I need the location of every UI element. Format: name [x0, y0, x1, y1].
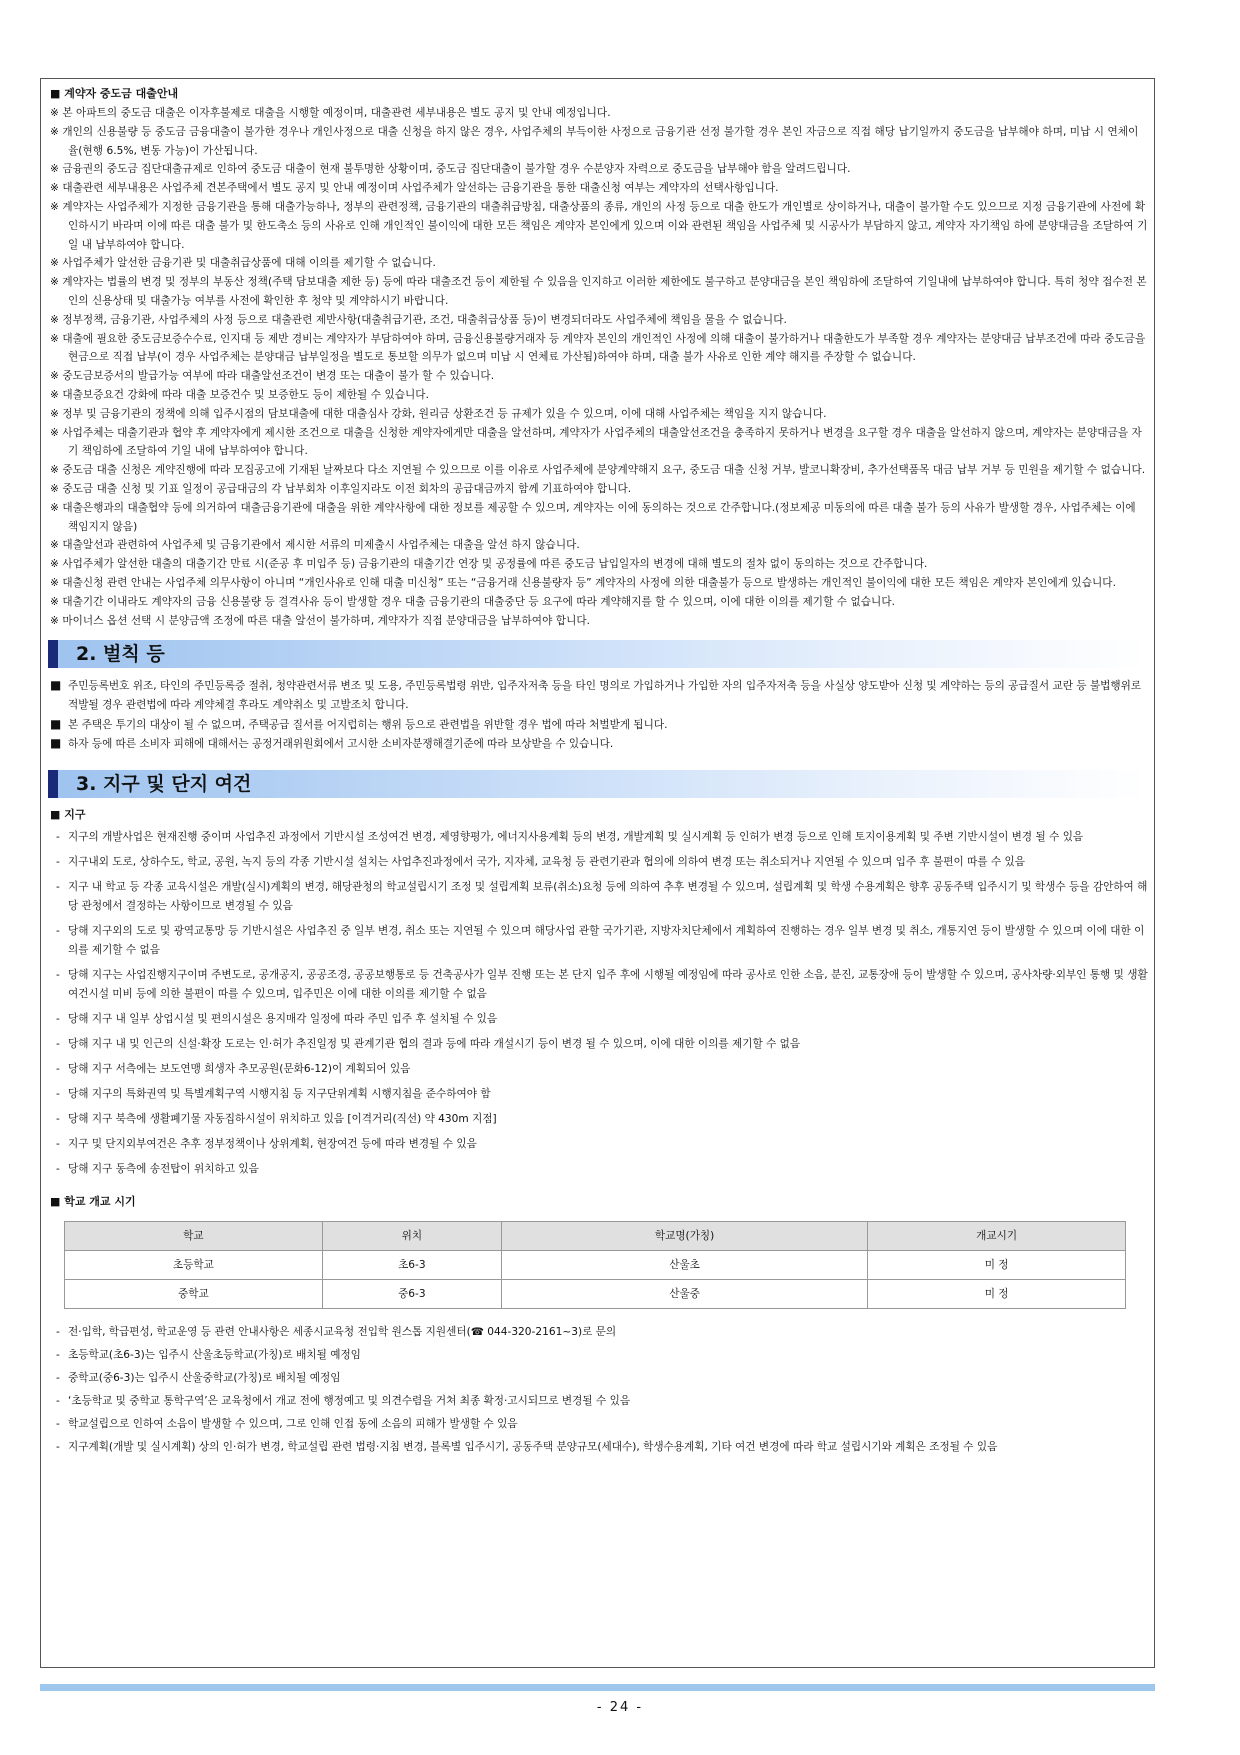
list-item-text: 지구의 개발사업은 현재진행 중이며 사업추진 과정에서 기반시설 조성여건 변경, 제영향평가, 에너지사용계획 등의 변경, 개발계획 및 실시계획 등 인허가 변경 등으로 인해 토지이용계획 및 주변 기반시설이 변경 될 수 있음: [68, 830, 1084, 843]
list-item: [50, 574, 1148, 593]
dash-bullet-icon: -: [56, 1062, 60, 1075]
square-bullet-icon: ■: [50, 678, 62, 693]
heading-bar: [48, 640, 58, 668]
section-heading-district-title: 3. 지구 및 단지 여건: [76, 772, 252, 795]
list-item: [50, 536, 1148, 555]
dash-bullet-icon: -: [56, 1371, 60, 1384]
list-item-text: ※ 계약자는 사업주체가 지정한 금융기관을 통해 대출가능하나, 정부의 관련정책, 금융기관의 대출취급방침, 대출상품의 종류, 개인의 사정 등으로 대출 한도가 개인별로 상이하거나, 대출이 불가할 수도 있으므로 지정 금융기관에 사전에 확인하시기 바라며 이에 따른 대출 불가 및 한도축소 등의 사유로 인해 개인적인 불이익에 대한 모든 책임은 계약자 본인에게 있으며 이와 관련된 책임을 사업주체 및 시공사가 부담하지 않고, 계약자 자기책임 하에 분양대금을 조달하여 기일 내 납부하여야 합니다.: [50, 200, 1148, 251]
list-item: [50, 1060, 1148, 1079]
dash-bullet-icon: -: [56, 1394, 60, 1407]
list-item: [50, 853, 1148, 872]
page-number: - 24 -: [596, 1700, 644, 1715]
loan-section-title: ■ 계약자 중도금 대출안내: [50, 87, 179, 100]
list-item: [50, 1035, 1148, 1054]
school-table: [64, 1221, 1126, 1309]
list-item-text: 중학교(중6-3)는 입주시 산울중학교(가칭)로 배치될 예정임: [68, 1371, 341, 1384]
footer-bar: [40, 1684, 1155, 1691]
table-cell: 초6-3: [322, 1250, 501, 1279]
list-item: [50, 1010, 1148, 1029]
list-item-text: 지구 내 학교 등 각종 교육시설은 개발(실시)계획의 변경, 해당관청의 학교설립시기 조정 및 설립계획 보류(취소)요청 등에 의하여 추후 변경될 수 있으며, 설립계획 및 학생 수용계획은 향후 공동주택 입주시기 및 학생수 등을 감안하여 해당 관청에서 결정하는 사항이므로 변경될 수 있음: [68, 880, 1148, 912]
list-item-text: 학교설립으로 인하여 소음이 발생할 수 있으며, 그로 인해 인접 동에 소음의 피해가 발생할 수 있음: [68, 1417, 518, 1430]
list-item: [50, 1438, 1148, 1457]
dash-bullet-icon: -: [56, 1348, 60, 1361]
list-item-text: ※ 마이너스 옵션 선택 시 분양금액 조정에 따른 대출 알선이 불가하며, 계약자가 직접 분양대금을 납부하여야 합니다.: [50, 614, 591, 627]
district-sub-title: ■ 지구: [50, 807, 86, 821]
dash-bullet-icon: -: [56, 855, 60, 868]
list-item: [50, 311, 1148, 330]
list-item: [50, 828, 1148, 847]
table-cell: 초등학교: [65, 1250, 323, 1279]
list-item-text: ※ 계약자는 법률의 변경 및 정부의 부동산 정책(주택 담보대출 제한 등) 등에 따라 대출조건 등이 제한될 수 있음을 인지하고 이러한 제한에도 불구하고 분양대금을 본인 책임하에 조달하여 기일내에 납부하여야 합니다. 특히 청약 접수전 본인의 신용상태 및 대출가능 여부를 사전에 확인한 후 청약 및 계약하시기 바랍니다.: [50, 276, 1147, 307]
list-item-text: 당해 지구는 사업진행지구이며 주변도로, 공개공지, 공공조경, 공공보행통로 등 건축공사가 일부 진행 또는 본 단지 입주 후에 시행될 예정임에 따라 공사로 인한 소음, 분진, 교통장애 등이 발생할 수 있으며, 공사차량·외부인 통행 및 생활여건시설 미비 등에 의한 불편이 따를 수 있으며, 입주민은 이에 대한 이의를 제기할 수 없음: [68, 968, 1148, 1000]
list-item: [50, 966, 1148, 1004]
dash-bullet-icon: -: [56, 1087, 60, 1100]
school-col-header: 위치: [322, 1221, 501, 1250]
list-item-text: ※ 중도금 대출 신청 및 기표 일정이 공급대금의 각 납부회차 이후일지라도 이전 회차의 공급대금까지 함께 기표하여야 합니다.: [50, 482, 632, 495]
dash-bullet-icon: -: [56, 880, 60, 893]
list-item: [50, 104, 1148, 123]
list-item: [50, 1160, 1148, 1179]
table-cell: 산울중: [501, 1279, 867, 1308]
dash-bullet-icon: -: [56, 1112, 60, 1125]
school-notes-list: [50, 1323, 1148, 1457]
list-item: [50, 160, 1148, 179]
dash-bullet-icon: -: [56, 1325, 60, 1338]
school-col-header: 학교명(가칭): [501, 1221, 867, 1250]
list-item: [50, 254, 1148, 273]
list-item-text: 하자 등에 따른 소비자 피해에 대해서는 공정거래위원회에서 고시한 소비자분쟁해결기준에 따라 보상받을 수 있습니다.: [68, 738, 614, 751]
dash-bullet-icon: -: [56, 1137, 60, 1150]
table-cell: 미 정: [868, 1250, 1126, 1279]
dash-bullet-icon: -: [56, 1037, 60, 1050]
list-item-text: ※ 대출에 필요한 중도금보증수수료, 인지대 등 제반 경비는 계약자가 부담하여야 하며, 금융신용불량거래자 등 계약자 본인의 개인적인 사정에 의해 대출이 불가하거나 대출한도가 부족할 경우 계약자는 분양대금 납부조건에 따라 중도금을 현금으로 직접 납부(이 경우 사업주체는 분양대금 납부일정을 별도로 통보할 의무가 없으며 미납 시 연체료 가산됨)하여야 하며, 대출 불가 사유로 인한 계약 해지를 주장할 수 없습니다.: [50, 332, 1146, 364]
list-item-text: 당해 지구 북측에 생활폐기물 자동집하시설이 위치하고 있음 [이격거리(직선) 약 430m 지점]: [68, 1112, 497, 1125]
list-item-text: 당해 지구 내 및 인근의 신설·확장 도로는 인·허가 추진일정 및 관계기관 협의 결과 등에 따라 개설시기 등이 변경 될 수 있으며, 이에 대한 이의를 제기할 수 없음: [68, 1037, 801, 1050]
list-item: [50, 1346, 1148, 1365]
square-bullet-icon: ■: [50, 736, 62, 751]
list-item-text: ※ 대출은행과의 대출협약 등에 의거하여 대출금융기관에 대출을 위한 계약사항에 대한 정보를 제공할 수 있으며, 계약자는 이에 동의하는 것으로 간주합니다.(정보제공 미동의에 따른 대출 불가 등의 사유가 발생할 경우, 사업주체는 이에 책임지지 않음): [50, 501, 1136, 533]
list-item: [50, 555, 1148, 574]
dash-bullet-icon: -: [56, 1417, 60, 1430]
table-row: [65, 1279, 1126, 1308]
list-item-text: ※ 대출보증요건 강화에 따라 대출 보증건수 및 보증한도 등이 제한될 수 있습니다.: [50, 388, 430, 401]
list-item: [50, 1392, 1148, 1411]
school-col-header: 개교시기: [868, 1221, 1126, 1250]
list-item-text: 당해 지구의 특화권역 및 특별계획구역 시행지침 등 지구단위계획 시행지침을 준수하여야 함: [68, 1087, 491, 1100]
list-item: [50, 1415, 1148, 1434]
list-item: [50, 1110, 1148, 1129]
list-item: [50, 593, 1148, 612]
list-item-text: 당해 지구 동측에 송전탑이 위치하고 있음: [68, 1162, 259, 1175]
district-list: [50, 828, 1148, 1179]
list-item-text: ※ 개인의 신용불량 등 중도금 금융대출이 불가한 경우나 개인사정으로 대출 신청을 하지 않은 경우, 사업주체의 부득이한 사정으로 금융기관 선정 불가할 경우 본인 자금으로 직접 해당 납기일까지 중도금을 납부해야 하며, 미납 시 연체이율(현행 6.5%, 변동 가능)이 가산됩니다.: [50, 125, 1139, 157]
dash-bullet-icon: -: [56, 968, 60, 981]
list-item-text: 초등학교(초6-3)는 입주시 산울초등학교(가칭)로 배치될 예정임: [68, 1348, 361, 1361]
list-item: [50, 480, 1148, 499]
list-item: [50, 367, 1148, 386]
list-item-text: 당해 지구 내 일부 상업시설 및 편의시설은 용지매각 일정에 따라 주민 입주 후 설치될 수 있음: [68, 1012, 498, 1025]
school-table-header-row: [65, 1221, 1126, 1250]
list-item-text: ※ 금융권의 중도금 집단대출규제로 인하여 중도금 대출이 현재 불투명한 상황이며, 중도금 집단대출이 불가할 경우 수분양자 자력으로 중도금을 납부해야 함을 알려드립니다.: [50, 163, 851, 176]
dash-bullet-icon: -: [56, 924, 60, 937]
dash-bullet-icon: -: [56, 830, 60, 843]
section-heading-penalty-title: 2. 벌칙 등: [76, 643, 165, 666]
list-item: [50, 878, 1148, 916]
dash-bullet-icon: -: [56, 1012, 60, 1025]
list-item: [50, 405, 1148, 424]
list-item: [50, 273, 1148, 311]
penalty-list: [50, 676, 1148, 753]
list-item-text: ※ 사업주체가 알선한 대출의 대출기간 만료 시(준공 후 미입주 등) 금융기관의 대출기간 연장 및 공정률에 따른 중도금 납입일자의 변경에 대해 별도의 절차 없이 동의하는 것으로 간주합니다.: [50, 558, 928, 571]
list-item-text: ※ 대출기간 이내라도 계약자의 금융 신용불량 등 결격사유 등이 발생할 경우 대출 금융기관의 대출중단 등 요구에 따라 계약해지를 할 수 있으며, 이에 대한 이의를 제기할 수 없습니다.: [50, 595, 896, 608]
list-item-text: ※ 중도금 대출 신청은 계약진행에 따라 모집공고에 기재된 날짜보다 다소 지연될 수 있으므로 이를 이유로 사업주체에 분양계약해지 요구, 중도금 대출 신청 거부, 발코니확장비, 추가선택품목 대금 납부 거부 등 민원을 제기할 수 없습니다.: [50, 464, 1146, 477]
list-item-text: ‘초등학교 및 중학교 통학구역’은 교육청에서 개교 전에 행정예고 및 의견수렴을 거쳐 최종 확정·고시되므로 변경될 수 있음: [68, 1394, 631, 1407]
school-col-header: 학교: [65, 1221, 323, 1250]
list-item: [50, 715, 1148, 735]
list-item: [50, 179, 1148, 198]
list-item: [50, 424, 1148, 462]
list-item: [50, 734, 1148, 754]
list-item: [50, 676, 1148, 714]
list-item-text: 전·입학, 학급편성, 학교운영 등 관련 안내사항은 세종시교육청 전입학 원스톱 지원센터(☎ 044-320-2161~3)로 문의: [68, 1325, 617, 1338]
list-item: [50, 386, 1148, 405]
list-item-text: 지구 및 단지외부여건은 추후 정부정책이나 상위계획, 현장여건 등에 따라 변경될 수 있음: [68, 1137, 477, 1150]
list-item: [50, 1085, 1148, 1104]
table-row: [65, 1250, 1126, 1279]
loan-notes-list: [50, 104, 1148, 630]
list-item: [50, 612, 1148, 631]
list-item: [50, 1323, 1148, 1342]
list-item: [50, 922, 1148, 960]
list-item: [50, 330, 1148, 368]
section-heading-district: [48, 770, 1148, 798]
list-item-text: ※ 대출신청 관련 안내는 사업주체 의무사항이 아니며 “개인사유로 인해 대출 미신청” 또는 “금융거래 신용불량자 등” 계약자의 사정에 의한 대출불가 등으로 발생하는 개인적인 불이익에 대한 모든 책임은 계약자 본인에게 있습니다.: [50, 576, 1116, 589]
table-cell: 중6-3: [322, 1279, 501, 1308]
list-item-text: 당해 지구외의 도로 및 광역교통망 등 기반시설은 사업추진 중 일부 변경, 취소 또는 지연될 수 있으며 해당사업 관할 국가기관, 지방자치단체에서 계획하여 진행하는 경우 일부 변경 및 취소, 개통지연 등이 발생할 수 있으며 이에 대한 이의를 제기할 수 없음: [68, 924, 1145, 956]
table-cell: 미 정: [868, 1279, 1126, 1308]
list-item-text: 지구계획(개발 및 실시계획) 상의 인·허가 변경, 학교설립 관련 법령·지침 변경, 블록별 입주시기, 공동주택 분양규모(세대수), 학생수용계획, 기타 여건 변경에 따라 학교 설립시기와 계획은 조정될 수 있음: [68, 1440, 998, 1453]
list-item: [50, 198, 1148, 254]
list-item-text: 지구내외 도로, 상하수도, 학교, 공원, 녹지 등의 각종 기반시설 설치는 사업추진과정에서 국가, 지자체, 교육청 등 관련기관과 협의에 의하여 변경 또는 취소되거나 지연될 수 있으며 입주 후 불편이 따를 수 있음: [68, 855, 1026, 868]
heading-bar: [48, 770, 58, 798]
dash-bullet-icon: -: [56, 1162, 60, 1175]
page-content: [50, 84, 1148, 1461]
list-item-text: ※ 대출관련 세부내용은 사업주체 견본주택에서 별도 공지 및 안내 예정이며 사업주체가 알선하는 금융기관을 통한 대출신청 여부는 계약자의 선택사항입니다.: [50, 182, 779, 195]
list-item-text: ※ 정부 및 금융기관의 정책에 의해 입주시점의 담보대출에 대한 대출심사 강화, 원리금 상환조건 등 규제가 있을 수 있으며, 이에 대해 사업주체는 책임을 지지 않습니다.: [50, 407, 827, 420]
list-item-text: ※ 대출알선과 관련하여 사업주체 및 금융기관에서 제시한 서류의 미제출시 사업주체는 대출을 알선 하지 않습니다.: [50, 539, 580, 552]
list-item-text: ※ 사업주체는 대출기관과 협약 후 계약자에게 제시한 조건으로 대출을 신청한 계약자에게만 대출을 알선하며, 계약자가 사업주체의 대출알선조건을 충족하지 못하거나 변경을 요구할 경우 대출을 알선하지 않으며, 계약자는 분양대금을 자기 책임하에 조달하여 기일 내에 납부하여야 합니다.: [50, 426, 1142, 458]
list-item-text: ※ 본 아파트의 중도금 대출은 이자후불제로 대출을 시행할 예정이며, 대출관련 세부내용은 별도 공지 및 안내 예정입니다.: [50, 107, 611, 119]
list-item-text: 당해 지구 서측에는 보도연맹 희생자 추모공원(문화6-12)이 계획되어 있음: [68, 1062, 411, 1075]
school-sub-title: ■ 학교 개교 시기: [50, 1194, 136, 1208]
list-item: [50, 1369, 1148, 1388]
list-item: [50, 1135, 1148, 1154]
list-item: [50, 499, 1148, 537]
list-item-text: ※ 정부정책, 금융기관, 사업주체의 사정 등으로 대출관련 제반사항(대출취급기관, 조건, 대출취급상품 등)이 변경되더라도 사업주체에 책임을 물을 수 없습니다.: [50, 313, 787, 326]
table-cell: 산울초: [501, 1250, 867, 1279]
dash-bullet-icon: -: [56, 1440, 60, 1453]
list-item-text: 주민등록번호 위조, 타인의 주민등록증 절취, 청약관련서류 변조 및 도용, 주민등록법령 위반, 입주자저축 등을 타인 명의로 가입하거나 가입한 자의 입주자저축 등을 사실상 양도받아 신청 및 계약하는 등의 공급질서 교란 등 불법행위로 적발될 경우 관련법에 따라 계약체결 후라도 계약취소 및 고발조치 합니다.: [68, 680, 1142, 711]
list-item: [50, 461, 1148, 480]
list-item-text: ※ 중도금보증서의 발급가능 여부에 따라 대출알선조건이 변경 또는 대출이 불가 할 수 있습니다.: [50, 370, 495, 383]
square-bullet-icon: ■: [50, 716, 62, 731]
list-item-text: ※ 사업주체가 알선한 금융기관 및 대출취급상품에 대해 이의를 제기할 수 없습니다.: [50, 257, 436, 270]
section-heading-penalty: [48, 640, 1148, 668]
table-cell: 중학교: [65, 1279, 323, 1308]
list-item: [50, 123, 1148, 161]
list-item-text: 본 주택은 투기의 대상이 될 수 없으며, 주택공급 질서를 어지럽히는 행위 등으로 관련법을 위반할 경우 법에 따라 처벌받게 됩니다.: [68, 718, 668, 731]
